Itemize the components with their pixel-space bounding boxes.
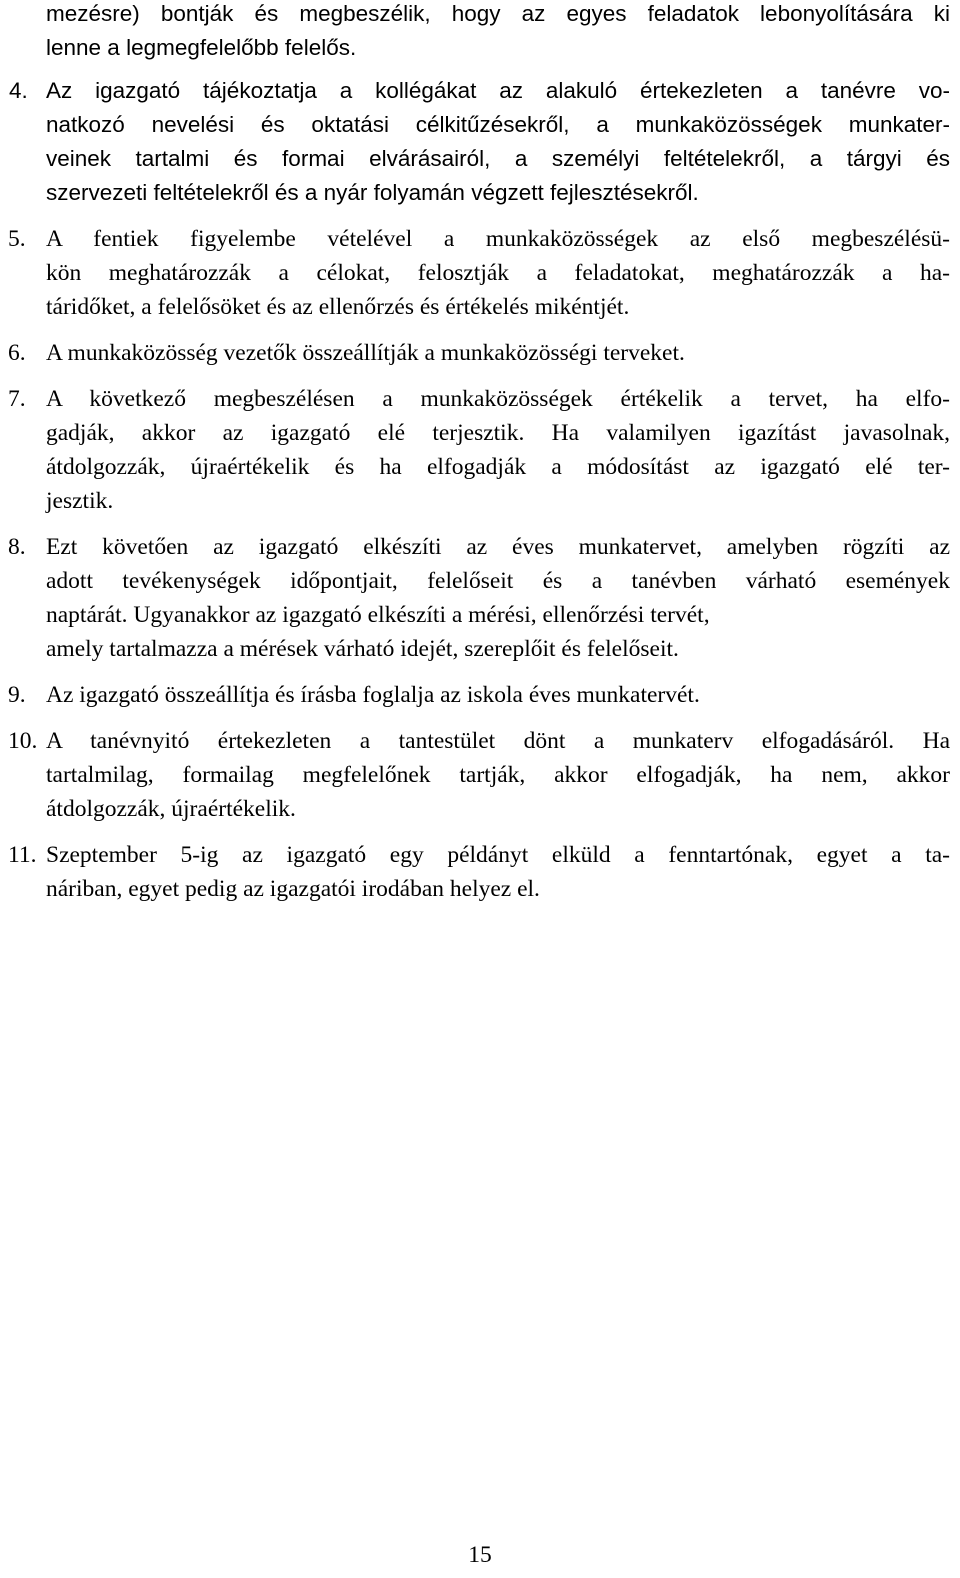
list-item-line: A következő megbeszélésen a munkaközösségek értékelik a tervet, ha elfo- [46,386,950,412]
page-number: 15 [468,1542,492,1568]
list-item-line: naptárát. Ugyanakkor az igazgató elkészíti a mérési, ellenőrzési tervét, [46,602,710,628]
list-item-number: 7. [8,386,26,412]
list-item-line: A fentiek figyelembe vételével a munkaközösségek az első megbeszélésü- [46,226,950,252]
list-item-line: táridőket, a felelősöket és az ellenőrzés és értékelés mikéntjét. [46,294,630,320]
intro-line: mezésre) bontják és megbeszélik, hogy az egyes feladatok lebonyolítására ki [46,1,950,26]
list-item-number: 5. [8,226,26,252]
list-item-number: 6. [8,340,26,366]
list-item-number: 10. [8,728,38,754]
list-item-line: jesztik. [46,488,114,514]
list-item-line: A tanévnyitó értekezleten a tantestület dönt a munkaterv elfogadásáról. Ha [46,728,950,754]
list-item-line: náriban, egyet pedig az igazgatói irodában helyez el. [46,876,540,902]
list-item-line: kön meghatározzák a célokat, felosztják a feladatokat, meghatározzák a ha- [46,260,950,286]
list-item-line: gadják, akkor az igazgató elé terjesztik. Ha valamilyen igazítást javasolnak, [46,420,950,446]
list-item-number: 4. [9,78,28,103]
list-item-line: tartalmilag, formailag megfelelőnek tartják, akkor elfogadják, ha nem, akkor [46,762,950,788]
list-item-line: Ezt követően az igazgató elkészíti az éves munkatervet, amelyben rögzíti az [46,534,950,560]
list-item-line: átdolgozzák, újraértékelik és ha elfogadják a módosítást az igazgató elé ter- [46,454,950,480]
list-item-line: veinek tartalmi és formai elvárásairól, a személyi feltételekről, a tárgyi és [46,146,950,171]
list-item-line: Szeptember 5-ig az igazgató egy példányt elküld a fenntartónak, egyet a ta- [46,842,950,868]
list-item-line: Az igazgató tájékoztatja a kollégákat az alakuló értekezleten a tanévre vo- [46,78,950,103]
list-item-line: Az igazgató összeállítja és írásba foglalja az iskola éves munkatervét. [46,682,700,708]
list-item-number: 8. [8,534,26,560]
intro-line: lenne a legmegfelelőbb felelős. [46,35,357,60]
list-item-number: 9. [8,682,26,708]
list-item-line: szervezeti feltételekről és a nyár folyamán végzett fejlesztésekről. [46,180,699,205]
list-item-line: A munkaközösség vezetők összeállítják a munkaközösségi terveket. [46,340,685,366]
list-item-line: natkozó nevelési és oktatási célkitűzésekről, a munkaközösségek munkater- [46,112,950,137]
list-item-line: átdolgozzák, újraértékelik. [46,796,296,822]
list-item-line: adott tevékenységek időpontjait, felelőseit és a tanévben várható események [46,568,950,594]
list-item-line: amely tartalmazza a mérések várható idejét, szereplőit és felelőseit. [46,636,679,662]
list-item-number: 11. [8,842,37,868]
